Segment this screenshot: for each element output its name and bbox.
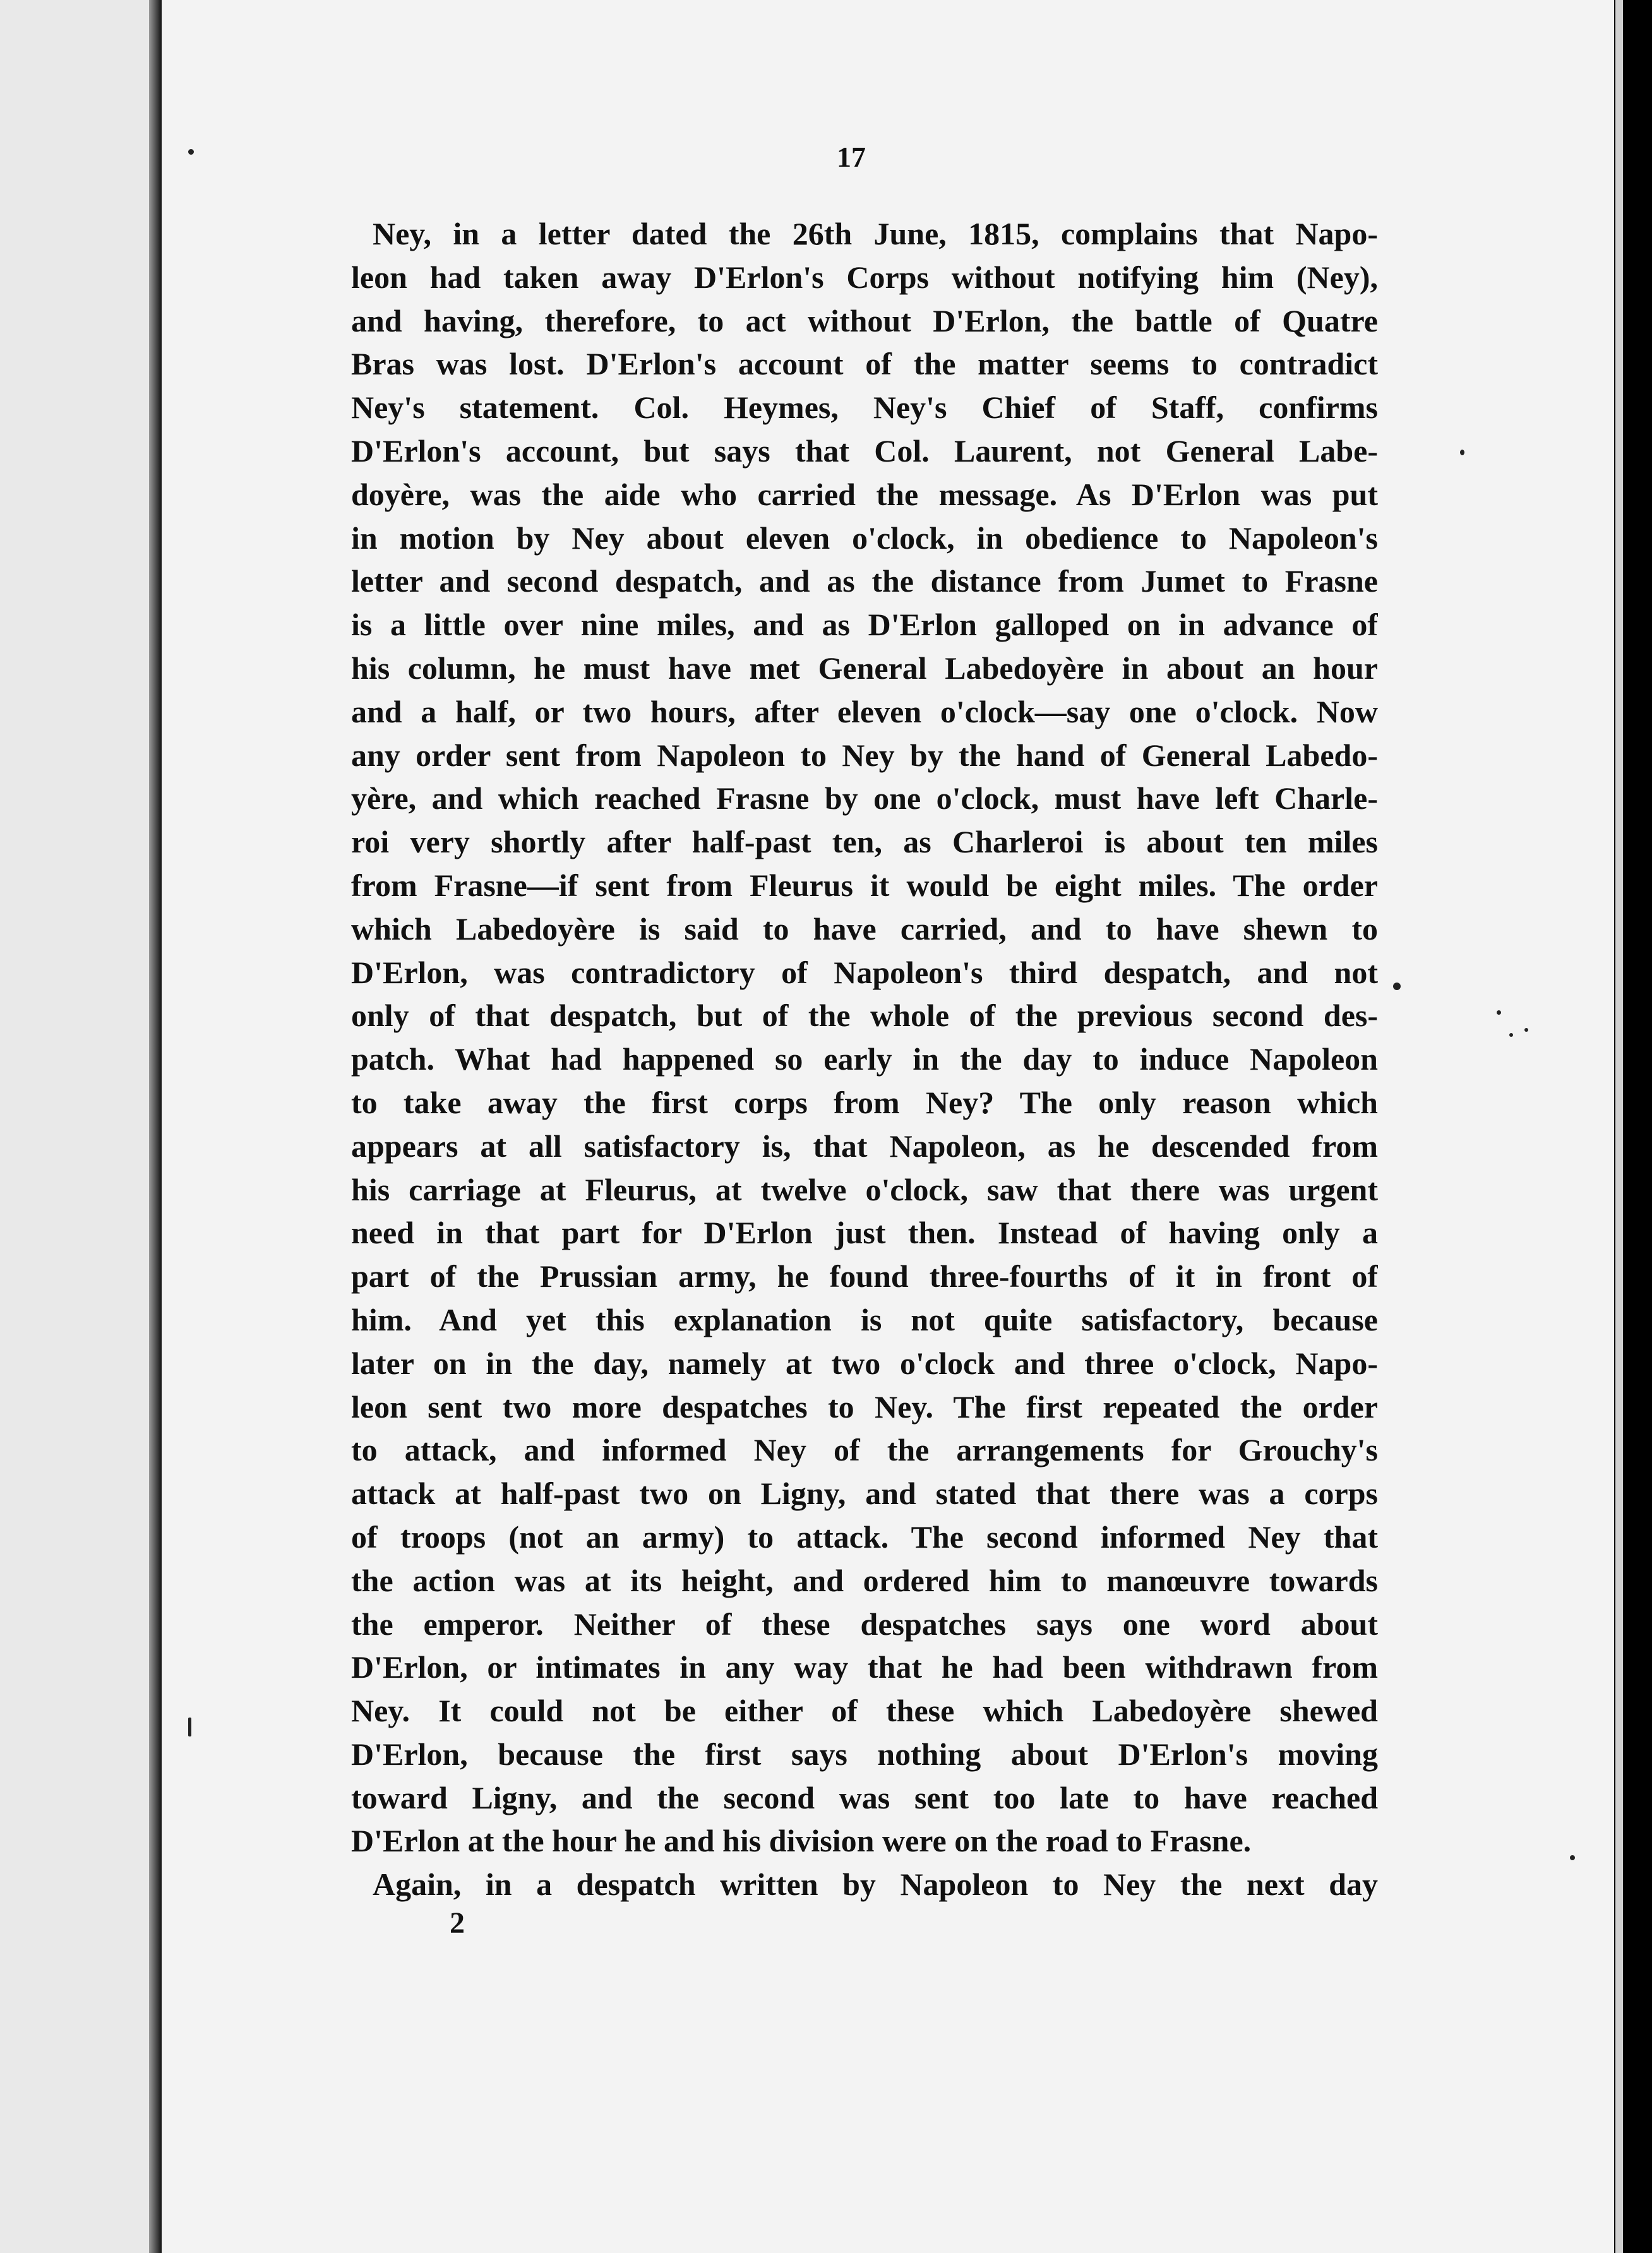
text-line: is a little over nine miles, and as D'Erlon galloped on in advance of <box>351 607 1378 643</box>
text-line: appears at all satisfactory is, that Napoleon, as he descended from <box>351 1128 1378 1164</box>
text-line: the action was at its height, and ordered him to manœuvre towards <box>351 1562 1378 1598</box>
scan-speck <box>1524 1028 1528 1032</box>
text-line: D'Erlon, or intimates in any way that he had been withdrawn from <box>351 1649 1378 1685</box>
text-line: D'Erlon, because the first says nothing about D'Erlon's moving <box>351 1736 1378 1772</box>
text-line: his column, he must have met General Labedoyère in about an hour <box>351 650 1378 686</box>
scan-speck <box>1393 983 1401 990</box>
adjacent-page-edge <box>0 0 162 2253</box>
body-text <box>351 212 1378 1906</box>
text-line: letter and second despatch, and as the distance from Jumet to Frasne <box>351 563 1378 599</box>
text-line: in motion by Ney about eleven o'clock, in obedience to Napoleon's <box>351 520 1378 556</box>
text-line: of troops (not an army) to attack. The second informed Ney that <box>351 1519 1378 1555</box>
scan-speck <box>1497 1010 1501 1015</box>
text-line: toward Ligny, and the second was sent too late to have reached <box>351 1779 1378 1815</box>
text-line: which Labedoyère is said to have carried, and to have shewn to <box>351 911 1378 947</box>
text-line: attack at half-past two on Ligny, and stated that there was a corps <box>351 1476 1378 1512</box>
text-line: patch. What had happened so early in the day to induce Napoleon <box>351 1041 1378 1077</box>
text-line: D'Erlon's account, but says that Col. Laurent, not General Labe- <box>351 433 1378 469</box>
scan-speck <box>1570 1855 1575 1860</box>
text-line: later on in the day, namely at two o'clock and three o'clock, Napo- <box>351 1345 1378 1381</box>
scan-speck <box>1509 1033 1513 1037</box>
text-line: and a half, or two hours, after eleven o'clock—say one o'clock. Now <box>351 693 1378 729</box>
text-line: his carriage at Fleurus, at twelve o'clock, saw that there was urgent <box>351 1171 1378 1207</box>
page-number: 17 <box>837 141 866 173</box>
text-line: roi very shortly after half-past ten, as Charleroi is about ten miles <box>351 824 1378 860</box>
signature-mark: 2 <box>450 1906 465 1940</box>
text-line: leon sent two more despatches to Ney. The first repeated the order <box>351 1389 1378 1425</box>
text-line: part of the Prussian army, he found three-fourths of it in front of <box>351 1258 1378 1294</box>
text-line: the emperor. Neither of these despatches says one word about <box>351 1606 1378 1642</box>
text-line: to take away the first corps from Ney? The only reason which <box>351 1084 1378 1120</box>
text-line: yère, and which reached Frasne by one o'clock, must have left Charle- <box>351 780 1378 816</box>
text-line: D'Erlon at the hour he and his division were on the road to Frasne. <box>351 1823 1252 1859</box>
text-line: to attack, and informed Ney of the arrangements for Grouchy's <box>351 1432 1378 1468</box>
text-line: need in that part for D'Erlon just then. Instead of having only a <box>351 1215 1378 1251</box>
text-line: from Frasne—if sent from Fleurus it would be eight miles. The order <box>351 867 1378 903</box>
gutter-shadow <box>149 0 162 2253</box>
scan-speck <box>1460 450 1464 455</box>
text-line: Ney, in a letter dated the 26th June, 1815, complains that Napo- <box>373 216 1378 251</box>
text-line: doyère, was the aide who carried the message. As D'Erlon was put <box>351 476 1378 512</box>
text-line: only of that despatch, but of the whole of the previous second des- <box>351 998 1378 1034</box>
page-edge-strip <box>1615 0 1623 2253</box>
text-line: Bras was lost. D'Erlon's account of the matter seems to contradict <box>351 346 1378 382</box>
text-line: him. And yet this explanation is not quite satisfactory, because <box>351 1301 1378 1337</box>
text-line: and having, therefore, to act without D'Erlon, the battle of Quatre <box>351 302 1378 338</box>
text-line: Ney. It could not be either of these which Labedoyère shewed <box>351 1693 1378 1729</box>
text-line: Again, in a despatch written by Napoleon to Ney the next day <box>373 1867 1378 1903</box>
text-line: Ney's statement. Col. Heymes, Ney's Chief of Staff, confirms <box>351 390 1378 426</box>
text-line: any order sent from Napoleon to Ney by the hand of General Labedo- <box>351 737 1378 773</box>
text-line: D'Erlon, was contradictory of Napoleon's third despatch, and not <box>351 954 1378 990</box>
scan-speck <box>188 1718 191 1736</box>
text-line: leon had taken away D'Erlon's Corps without notifying him (Ney), <box>351 259 1378 295</box>
